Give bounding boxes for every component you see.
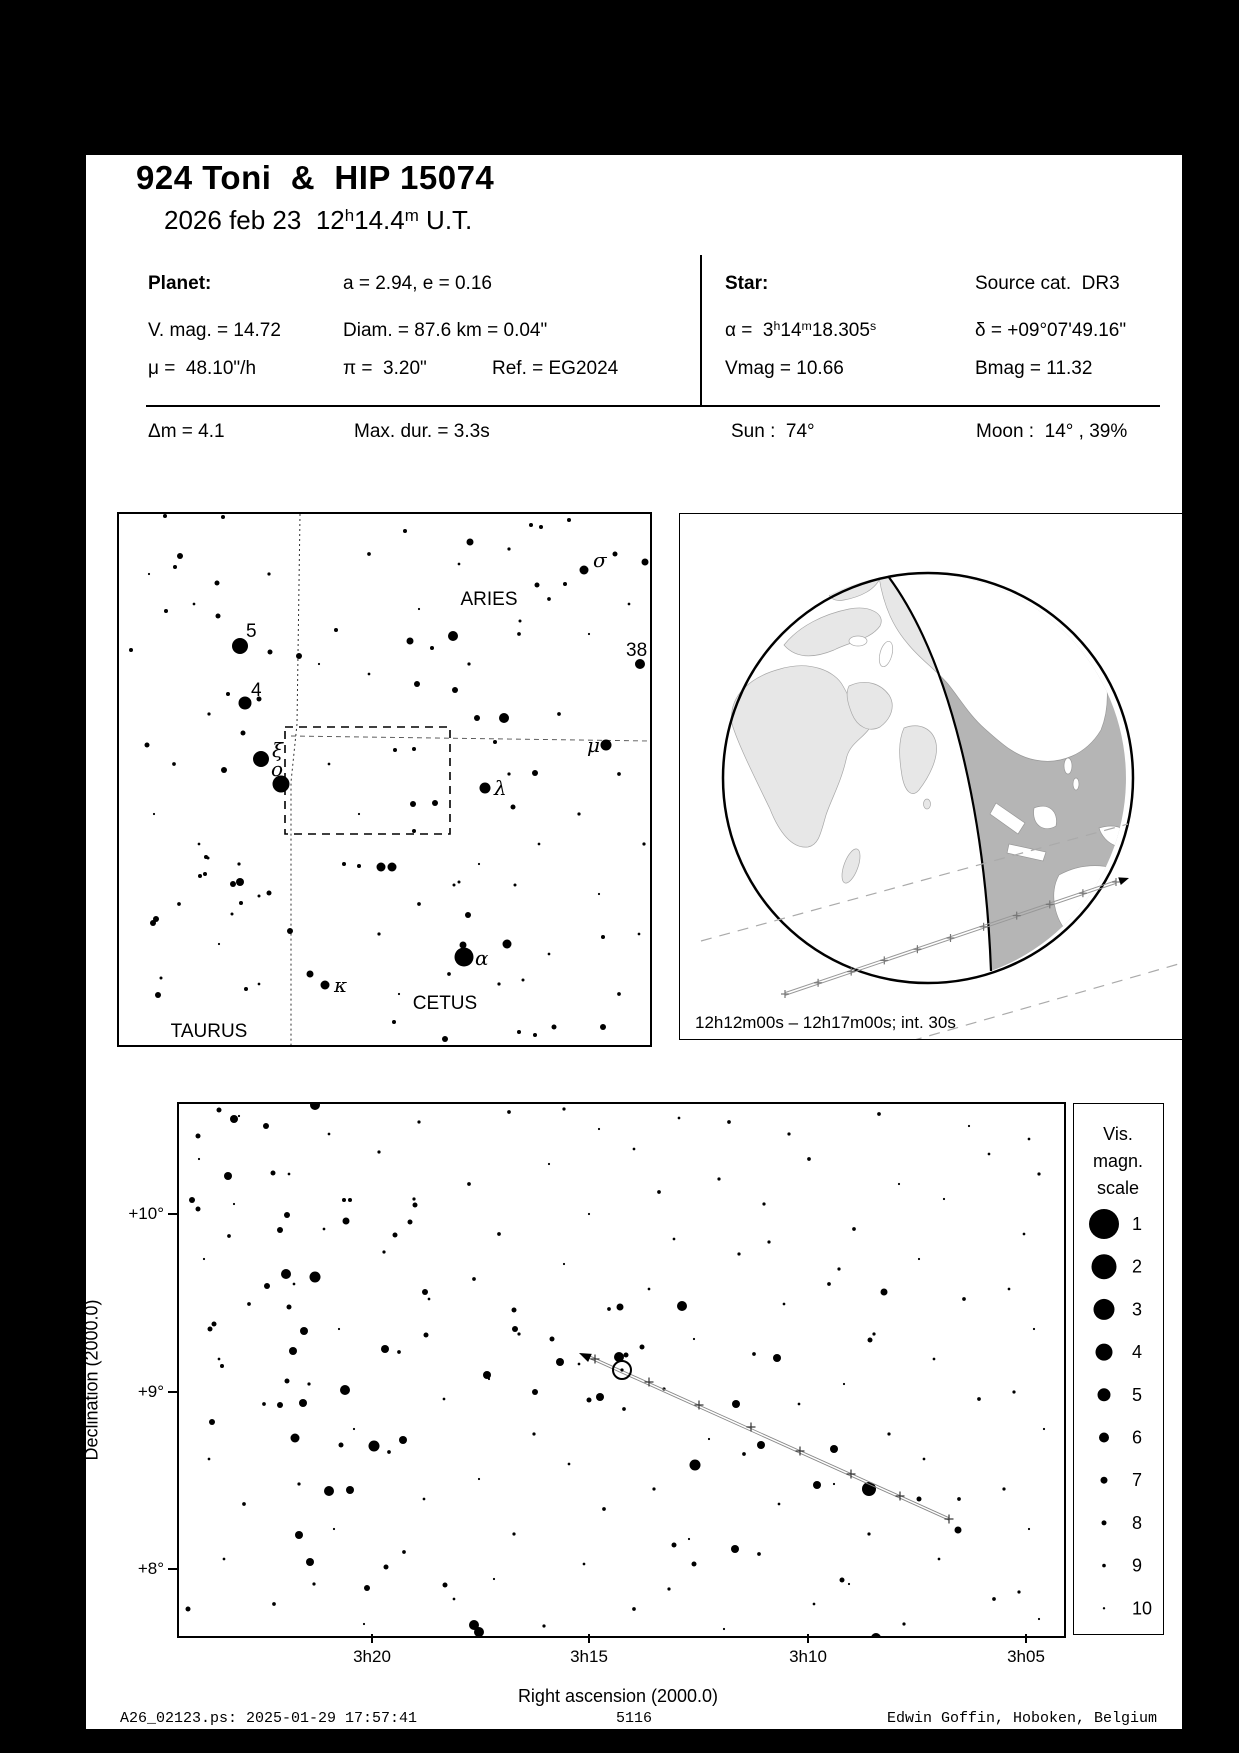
legend-mag-value: 1 <box>1132 1214 1143 1234</box>
legend-mag-value: 6 <box>1132 1427 1143 1448</box>
y-axis-tick <box>168 1391 177 1393</box>
legend-mag-dot <box>1103 1607 1105 1609</box>
planet-motion: μ = 48.10"/h <box>148 358 257 379</box>
event-time-hours: 12 <box>315 205 345 235</box>
y-tick-label: +9° <box>137 1382 164 1401</box>
asteroid-path-line <box>587 1357 949 1520</box>
table-rule <box>146 405 1160 407</box>
legend-mag-value: 10 <box>1132 1598 1153 1619</box>
path-direction-arrow <box>1118 877 1129 885</box>
star-label: Star: <box>725 273 769 294</box>
y-axis-tick <box>168 1213 177 1215</box>
legend-mag-value: 7 <box>1132 1470 1143 1491</box>
page-title: 924 Toni & HIP 15074 <box>136 159 495 196</box>
star-label: 5 <box>246 621 257 642</box>
star-ra: α = 3$^h$14$^m$18.305$^s$ <box>725 318 877 341</box>
x-axis-tick <box>1025 1634 1027 1643</box>
x-tick-label: 3h05 <box>1007 1647 1045 1666</box>
star-label: ο <box>271 757 284 781</box>
detail-chart-svg <box>177 1102 1066 1638</box>
star-label: λ <box>494 776 507 800</box>
legend-mag-dot <box>1092 1254 1117 1279</box>
legend-mag-dot <box>1102 1564 1106 1568</box>
legend-title-line: magn. <box>1092 1151 1144 1171</box>
constellation-boundary-vertical <box>291 514 300 1045</box>
star-dec: δ = +09°07'49.16" <box>975 320 1127 341</box>
magnitude-drop: Δm = 4.1 <box>148 421 225 442</box>
target-star-dot <box>620 1368 623 1371</box>
star-label: 38 <box>626 640 648 661</box>
event-datetime <box>164 205 472 236</box>
orbit-reference: Ref. = EG2024 <box>492 358 619 379</box>
legend-mag-value: 8 <box>1132 1512 1143 1533</box>
detail-field-outline <box>285 727 450 834</box>
legend-mag-value: 9 <box>1132 1555 1143 1576</box>
constellation-label: ARIES <box>460 589 518 610</box>
event-date: 2026 feb 23 <box>164 205 302 235</box>
x-axis-label: Right ascension (2000.0) <box>517 1686 719 1706</box>
y-tick-label: +10° <box>128 1204 164 1223</box>
planet-diameter: Diam. = 87.6 km = 0.04" <box>343 320 548 341</box>
planet-label: Planet: <box>148 273 212 294</box>
legend-mag-dot <box>1102 1520 1107 1525</box>
x-tick-label: 3h20 <box>353 1647 391 1666</box>
globe-panel-svg <box>679 513 1183 1040</box>
paper-sheet <box>81 155 1182 1729</box>
star-label: ξ <box>272 738 284 762</box>
x-axis-tick <box>588 1634 590 1643</box>
y-tick-label: +8° <box>137 1559 164 1578</box>
legend-mag-dot <box>1098 1388 1111 1401</box>
minutes-unit: m <box>404 205 419 225</box>
legend-mag-dot <box>1094 1299 1115 1320</box>
table-divider <box>700 255 702 405</box>
constellation-label: CETUS <box>412 993 478 1014</box>
x-tick-label: 3h15 <box>570 1647 608 1666</box>
magnitude-legend-svg <box>1073 1103 1164 1635</box>
star-bmag: Bmag = 11.32 <box>975 358 1093 379</box>
x-axis-tick <box>371 1634 373 1643</box>
x-tick-label: 3h10 <box>789 1647 827 1666</box>
globe-caption: 12h12m00s – 12h17m00s; int. 30s <box>695 1013 956 1032</box>
footer-page-number: 5116 <box>615 1710 653 1727</box>
legend-mag-value: 5 <box>1132 1384 1143 1405</box>
finder-chart-svg <box>117 512 652 1047</box>
max-duration: Max. dur. = 3.3s <box>354 421 490 442</box>
asteroid-path-line <box>587 1355 949 1518</box>
planet-orbit-elements: a = 2.94, e = 0.16 <box>343 273 492 294</box>
footer-author: Edwin Goffin, Hoboken, Belgium <box>886 1710 1157 1727</box>
sun-distance: Sun : 74° <box>731 421 815 442</box>
y-axis-label: Declination (2000.0) <box>81 1299 102 1461</box>
event-time-minutes: 14.4 <box>354 205 405 235</box>
legend-mag-value: 3 <box>1132 1299 1143 1320</box>
star-label: κ <box>334 973 348 997</box>
footer-filename: A26_02123.ps: 2025-01-29 17:57:41 <box>120 1710 418 1727</box>
star-label: σ <box>593 548 607 572</box>
legend-title-line: Vis. <box>1103 1124 1133 1144</box>
legend-mag-value: 4 <box>1132 1342 1143 1363</box>
y-axis-tick <box>168 1568 177 1570</box>
legend-mag-dot <box>1101 1477 1108 1484</box>
legend-mag-dot <box>1089 1209 1119 1239</box>
legend-title-line: scale <box>1096 1178 1140 1198</box>
moon-distance: Moon : 14° , 39% <box>976 421 1128 442</box>
hours-unit: h <box>344 205 355 225</box>
planet-vmag: V. mag. = 14.72 <box>148 320 281 341</box>
x-axis-tick <box>807 1634 809 1643</box>
star-vmag: Vmag = 10.66 <box>725 358 844 379</box>
star-label: μ <box>587 733 600 757</box>
legend-mag-value: 2 <box>1132 1256 1143 1277</box>
star-label: α <box>475 946 489 970</box>
constellation-label: TAURUS <box>170 1021 248 1042</box>
legend-mag-dot <box>1096 1344 1113 1361</box>
planet-parallax: π = 3.20" <box>343 358 427 379</box>
path-direction-arrow <box>579 1353 592 1362</box>
source-catalog: Source cat. DR3 <box>975 273 1120 294</box>
legend-mag-dot <box>1099 1433 1109 1443</box>
black-sea <box>849 636 867 646</box>
star-label: 4 <box>251 680 262 701</box>
ut-suffix: U.T. <box>418 205 473 235</box>
